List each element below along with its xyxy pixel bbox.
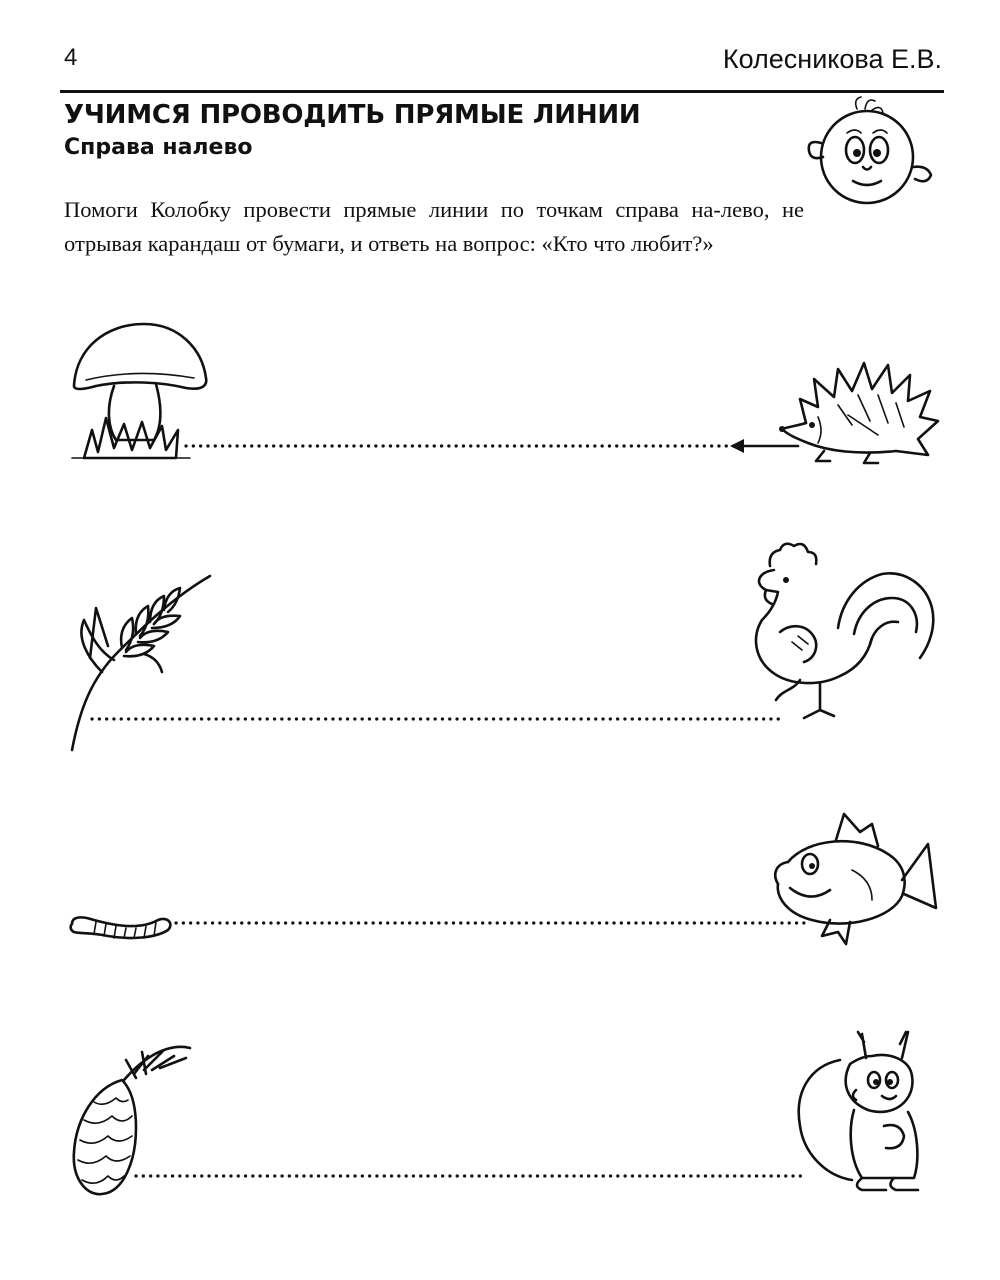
rooster-icon [750, 540, 945, 725]
squirrel-icon [790, 1030, 940, 1195]
fish-icon [768, 810, 943, 950]
dotted-line-squirrel-to-pine-cone[interactable] [130, 1170, 810, 1182]
page-number: 4 [64, 44, 78, 71]
page-title: УЧИМСЯ ПРОВОДИТЬ ПРЯМЫЕ ЛИНИИ [64, 100, 641, 130]
instructions-text: Помоги Колобку провести прямые линии по точкам справа на-лево, не отрывая карандаш от бумаги, и ответь на вопрос: «Кто что любит?» [64, 197, 804, 256]
kolobok-icon [805, 95, 940, 215]
dotted-line-rooster-to-wheat[interactable] [86, 713, 786, 725]
author-name: Колесникова Е.В. [722, 44, 942, 74]
page-subtitle: Справа налево [64, 135, 253, 160]
dotted-line-fish-to-worm[interactable] [170, 917, 810, 929]
dotted-line-hedgehog-to-mushroom[interactable] [180, 440, 740, 452]
wheat-icon [62, 568, 217, 758]
worm-icon [66, 910, 176, 944]
header-rule [60, 90, 944, 93]
hedgehog-icon [778, 355, 943, 467]
